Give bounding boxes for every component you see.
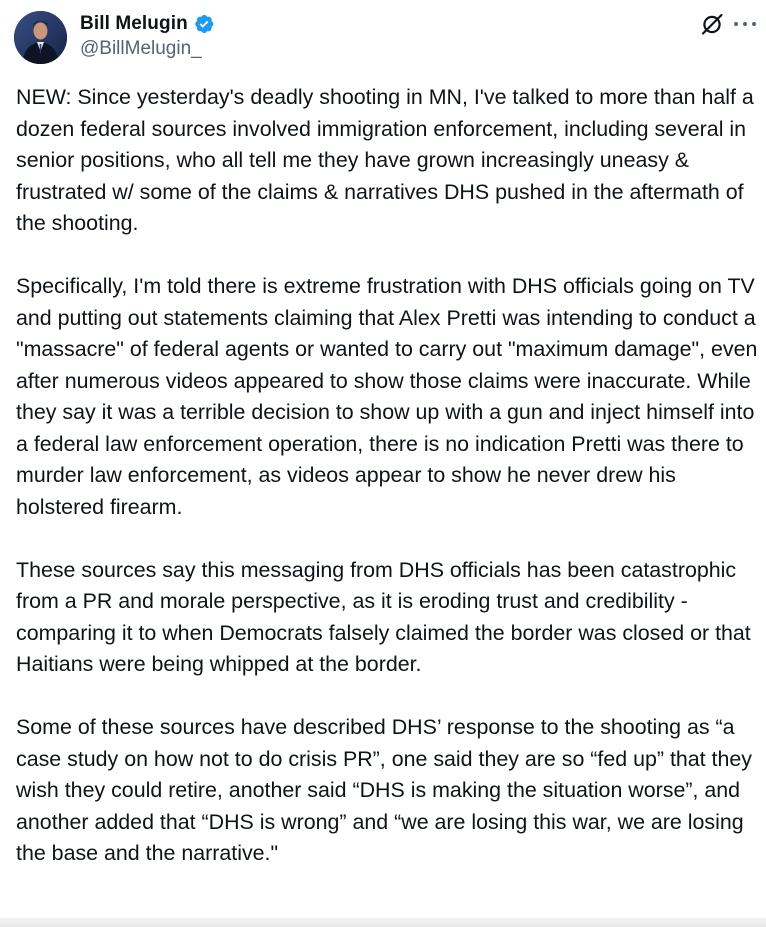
more-dot <box>743 22 747 26</box>
tweet-paragraph: Some of these sources have described DHS’ response to the shooting as “a case study on how not to do crisis PR”, one said they are so “fed up” that they wish they could retire, another said “DHS is making the situation worse”, and another added that “DHS is wrong” and “we are losing this war, we are losing the base and the narrative." <box>16 715 752 865</box>
more-dot <box>752 22 756 26</box>
tweet-paragraph: NEW: Since yesterday's deadly shooting in MN, I've talked to more than half a dozen federal sources involved immigration enforcement, including several in senior positions, who all tell me they have grown increasingly uneasy & frustrated w/ some of the claims & narratives DHS pushed in the aftermath of the shooting. <box>16 85 754 235</box>
verified-badge-icon <box>193 13 215 35</box>
more-dot <box>734 22 738 26</box>
author-name-row[interactable] <box>80 11 215 37</box>
author-handle[interactable]: @BillMelugin_ <box>80 38 202 59</box>
avatar-photo-icon <box>14 11 67 64</box>
more-options-icon[interactable] <box>734 14 756 34</box>
bottom-divider <box>0 918 766 927</box>
tweet-paragraph: These sources say this messaging from DHS officials has been catastrophic from a PR and morale perspective, as it is eroding trust and credibility - comparing it to when Democrats falsely claimed the border was closed or that Haitians were being whipped at the border. <box>16 557 751 676</box>
avatar[interactable] <box>14 11 67 64</box>
grok-icon[interactable] <box>699 11 725 37</box>
tweet-text <box>16 82 764 870</box>
author-display-name[interactable]: Bill Melugin <box>80 13 188 34</box>
tweet-paragraph: Specifically, I'm told there is extreme frustration with DHS officials going on TV and putting out statements claiming that Alex Pretti was intending to conduct a "massacre" of federal agents or wanted to carry out "maximum damage", even after numerous videos appeared to show those claims were inaccurate. While they say it was a terrible decision to show up with a gun and inject himself into a federal law enforcement operation, there is no indication Pretti was there to murder law enforcement, as videos appear to show he never drew his holstered firearm. <box>16 274 758 519</box>
